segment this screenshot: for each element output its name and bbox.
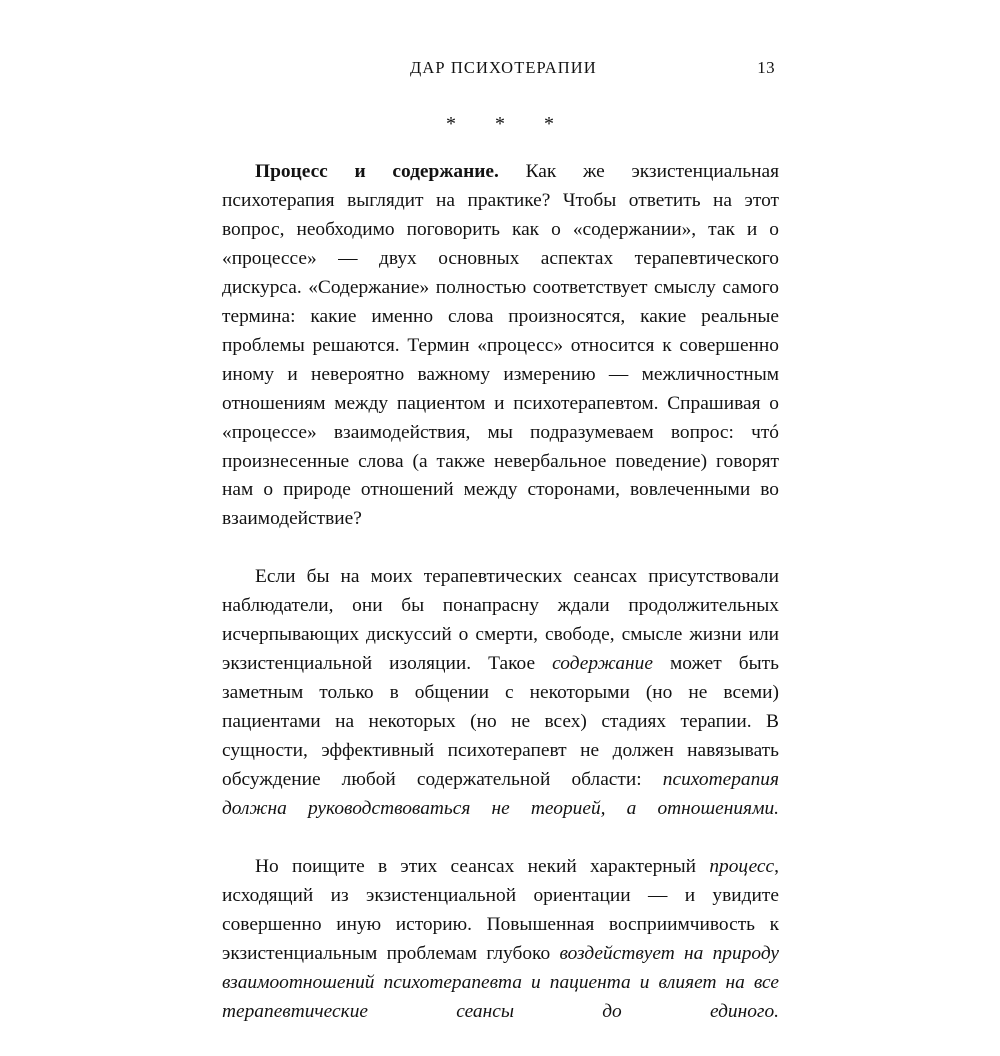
- paragraph-1-text: Как же экзистенциальная психотерапия выглядит на практике? Чтобы ответить на этот вопрос, необходимо поговорить как о «содержании», так и о «процессе» — двух основных аспектах терапевтического дискурса. «Содержание» полностью соответствует смыслу самого термина: какие именно слова произносятся, какие реальные проблемы решаются. Термин «процесс» относится к совершенно иному и невероятно важному измерению — межличностным отношениям между пациентом и психотерапевтом. Спрашивая о «процессе» взаимодействия, мы подразумеваем вопрос: чтó произнесенные слова (а также невербальное поведение) говорят нам о природе отношений между сторонами, вовлеченными во взаимодействие?: [222, 161, 779, 530]
- page-number: 13: [757, 58, 775, 77]
- body-text: [222, 158, 779, 1056]
- running-head: [222, 58, 778, 84]
- paragraph-1: [222, 158, 779, 563]
- running-head-title: ДАР ПСИХОТЕРАПИИ: [410, 58, 597, 77]
- paragraph-3-text-1: Но поищите в этих сеансах некий характерный: [255, 855, 710, 877]
- paragraph-2: [222, 563, 779, 853]
- paragraph-3-italic-2: воздействует на природу взаимоотношений психотерапевта и пациента и влияет на все терапевтические сеансы до единого.: [222, 942, 779, 1022]
- paragraph-2-italic-1: содержание: [552, 653, 653, 675]
- asterism-divider-icon: * * *: [446, 113, 571, 135]
- paragraph-2-italic-2: психотерапия должна руководствоваться не теорией, а отношениями.: [222, 769, 779, 819]
- paragraph-1-lead-bold: Процесс и содержание.: [255, 161, 499, 182]
- paragraph-3-text-2: , исходящий из экзистенциальной ориентации — и увидите совершенно иную историю. Повышенная восприимчивость к экзистенциальным проблемам глубоко: [222, 855, 779, 964]
- paragraph-3-italic-1: процесс: [709, 855, 775, 877]
- paragraph-3: [222, 853, 779, 1056]
- paragraph-2-text-2: может быть заметным только в общении с некоторыми (но не всеми) пациентами на некоторых (но не всех) стадиях терапии. В сущности, эффективный психотерапевт не должен навязывать обсуждение любой содержательной области:: [222, 653, 779, 791]
- paragraph-2-text-1: Если бы на моих терапевтических сеансах присутствовали наблюдатели, они бы понапрасну ждали продолжительных исчерпывающих дискуссий о смерти, свободе, смысле жизни или экзистенциальной изоляции. Такое: [222, 566, 779, 675]
